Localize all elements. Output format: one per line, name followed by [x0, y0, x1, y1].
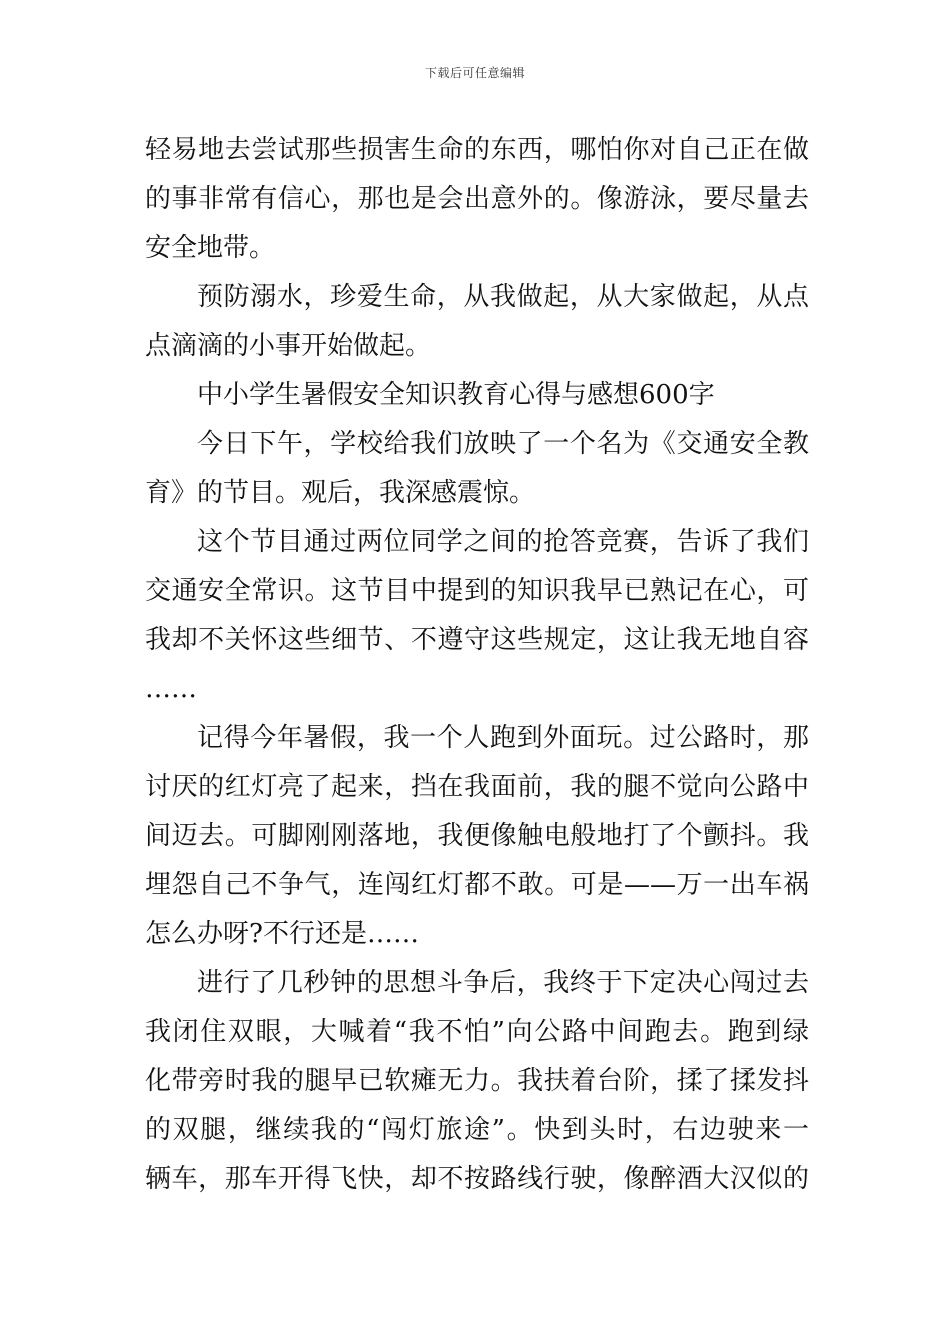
- section-title: 中小学生暑假安全知识教育心得与感想600字: [197, 380, 715, 410]
- text-line: 埋怨自己不争气，连闯红灯都不敢。可是——万一出车祸: [145, 870, 809, 900]
- page-header-note: 下载后可任意编辑: [424, 66, 525, 80]
- text-line: 我闭住双眼，大喊着“我不怕”向公路中间跑去。跑到绿: [145, 1017, 809, 1047]
- text-line: 化带旁时我的腿早已软瘫无力。我扶着台阶，揉了揉发抖: [145, 1066, 809, 1096]
- text-line: 我却不关怀这些细节、不遵守这些规定，这让我无地自容: [145, 625, 809, 655]
- text-line: 进行了几秒钟的思想斗争后，我终于下定决心闯过去: [197, 968, 809, 998]
- text-line: 这个节目通过两位同学之间的抢答竞赛，告诉了我们: [197, 527, 809, 557]
- text-line: 辆车，那车开得飞快，却不按路线行驶，像醉酒大汉似的: [145, 1164, 809, 1194]
- document-body: [145, 126, 809, 1204]
- text-line: 的双腿，继续我的“闯灯旅途”。快到头时，右边驶来一: [145, 1115, 809, 1145]
- text-line: 怎么办呀?不行还是……: [145, 919, 419, 949]
- text-line: 安全地带。: [145, 233, 276, 263]
- text-line: 的事非常有信心，那也是会出意外的。像游泳，要尽量去: [145, 184, 809, 214]
- text-line: 记得今年暑假，我一个人跑到外面玩。过公路时，那: [197, 723, 809, 753]
- text-line: 轻易地去尝试那些损害生命的东西，哪怕你对自己正在做: [145, 135, 809, 165]
- text-line: 讨厌的红灯亮了起来，挡在我面前，我的腿不觉向公路中: [145, 772, 809, 802]
- text-line: 今日下午，学校给我们放映了一个名为《交通安全教: [197, 429, 809, 459]
- text-line: 育》的节目。观后，我深感震惊。: [145, 478, 536, 508]
- text-line: ……: [145, 674, 197, 704]
- text-line: 交通安全常识。这节目中提到的知识我早已熟记在心，可: [145, 576, 809, 606]
- text-line: 间迈去。可脚刚刚落地，我便像触电般地打了个颤抖。我: [145, 821, 809, 851]
- text-line: 预防溺水，珍爱生命，从我做起，从大家做起，从点: [197, 282, 809, 312]
- text-line: 点滴滴的小事开始做起。: [145, 331, 432, 361]
